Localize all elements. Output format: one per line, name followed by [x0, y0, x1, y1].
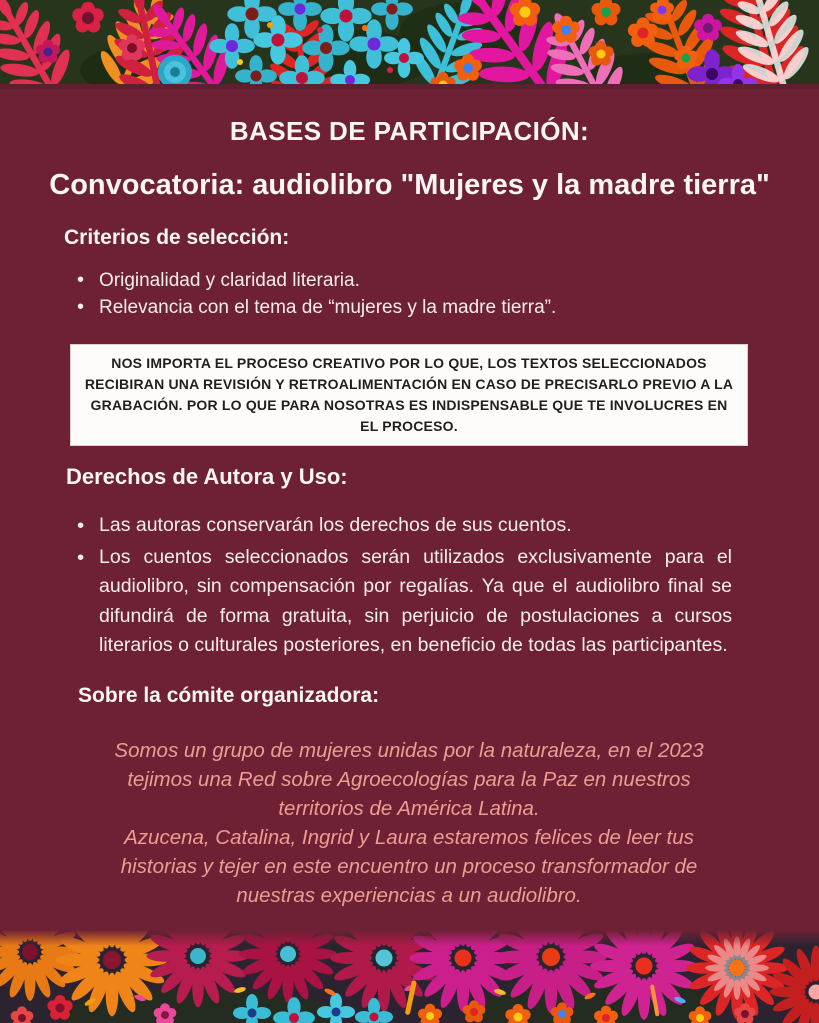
- notice-box: [70, 344, 748, 446]
- list-item: • Las autoras conservarán los derechos de sus cuentos.: [74, 511, 732, 541]
- notice-text: NOS IMPORTA EL PROCESO CREATIVO POR LO QUE, LOS TEXTOS SELECCIONADOS RECIBIRAN UNA REVISIÓN Y RETROALIMENTACIÓN EN CASO DE PRECISARLO PREVIO A LA GRABACIÓN. POR LO QUE PARA NOSOTRAS ES INDISPENSABLE QUE TE INVOLUCRES EN EL PROCESO.: [84, 355, 734, 434]
- derechos-list: [74, 511, 732, 661]
- page-title: BASES DE PARTICIPACIÓN:: [229, 116, 590, 146]
- list-item: • Relevancia con el tema de “mujeres y la madre tierra”.: [74, 294, 763, 321]
- derechos-heading: Derechos de Autora y Uso:: [66, 464, 348, 489]
- comite-description: [89, 736, 729, 910]
- criterios-list: [74, 267, 763, 321]
- rose-icon: [158, 55, 192, 89]
- criterios-heading: Criterios de selección:: [64, 226, 290, 249]
- list-item: • Los cuentos seleccionados serán utilizados exclusivamente para el audiolibro, sin compensación por regalías. Ya que el audiolibro final se difundirá de forma gratuita, sin perjuicio de postulaciones a cursos literarios o culturales posteriores, en beneficio de todas las participantes.: [74, 543, 732, 661]
- comite-paragraph: Azucena, Catalina, Ingrid y Laura estaremos felices de leer tus historias y tejer en este encuentro un proceso transformador de nuestras experiencias a un audiolibro.: [120, 826, 698, 907]
- comite-paragraph: Somos un grupo de mujeres unidas por la naturaleza, en el 2023 tejimos una Red sobre Agroecologías para la Paz en nuestros territorios de América Latina.: [114, 739, 704, 820]
- list-item: • Originalidad y claridad literaria.: [74, 267, 763, 294]
- comite-heading: Sobre la cómite organizadora:: [78, 684, 380, 707]
- page-subtitle: Convocatoria: audiolibro "Mujeres y la madre tierra": [49, 169, 770, 201]
- bottom-floral-border: [0, 930, 819, 1023]
- top-floral-border: [0, 0, 819, 89]
